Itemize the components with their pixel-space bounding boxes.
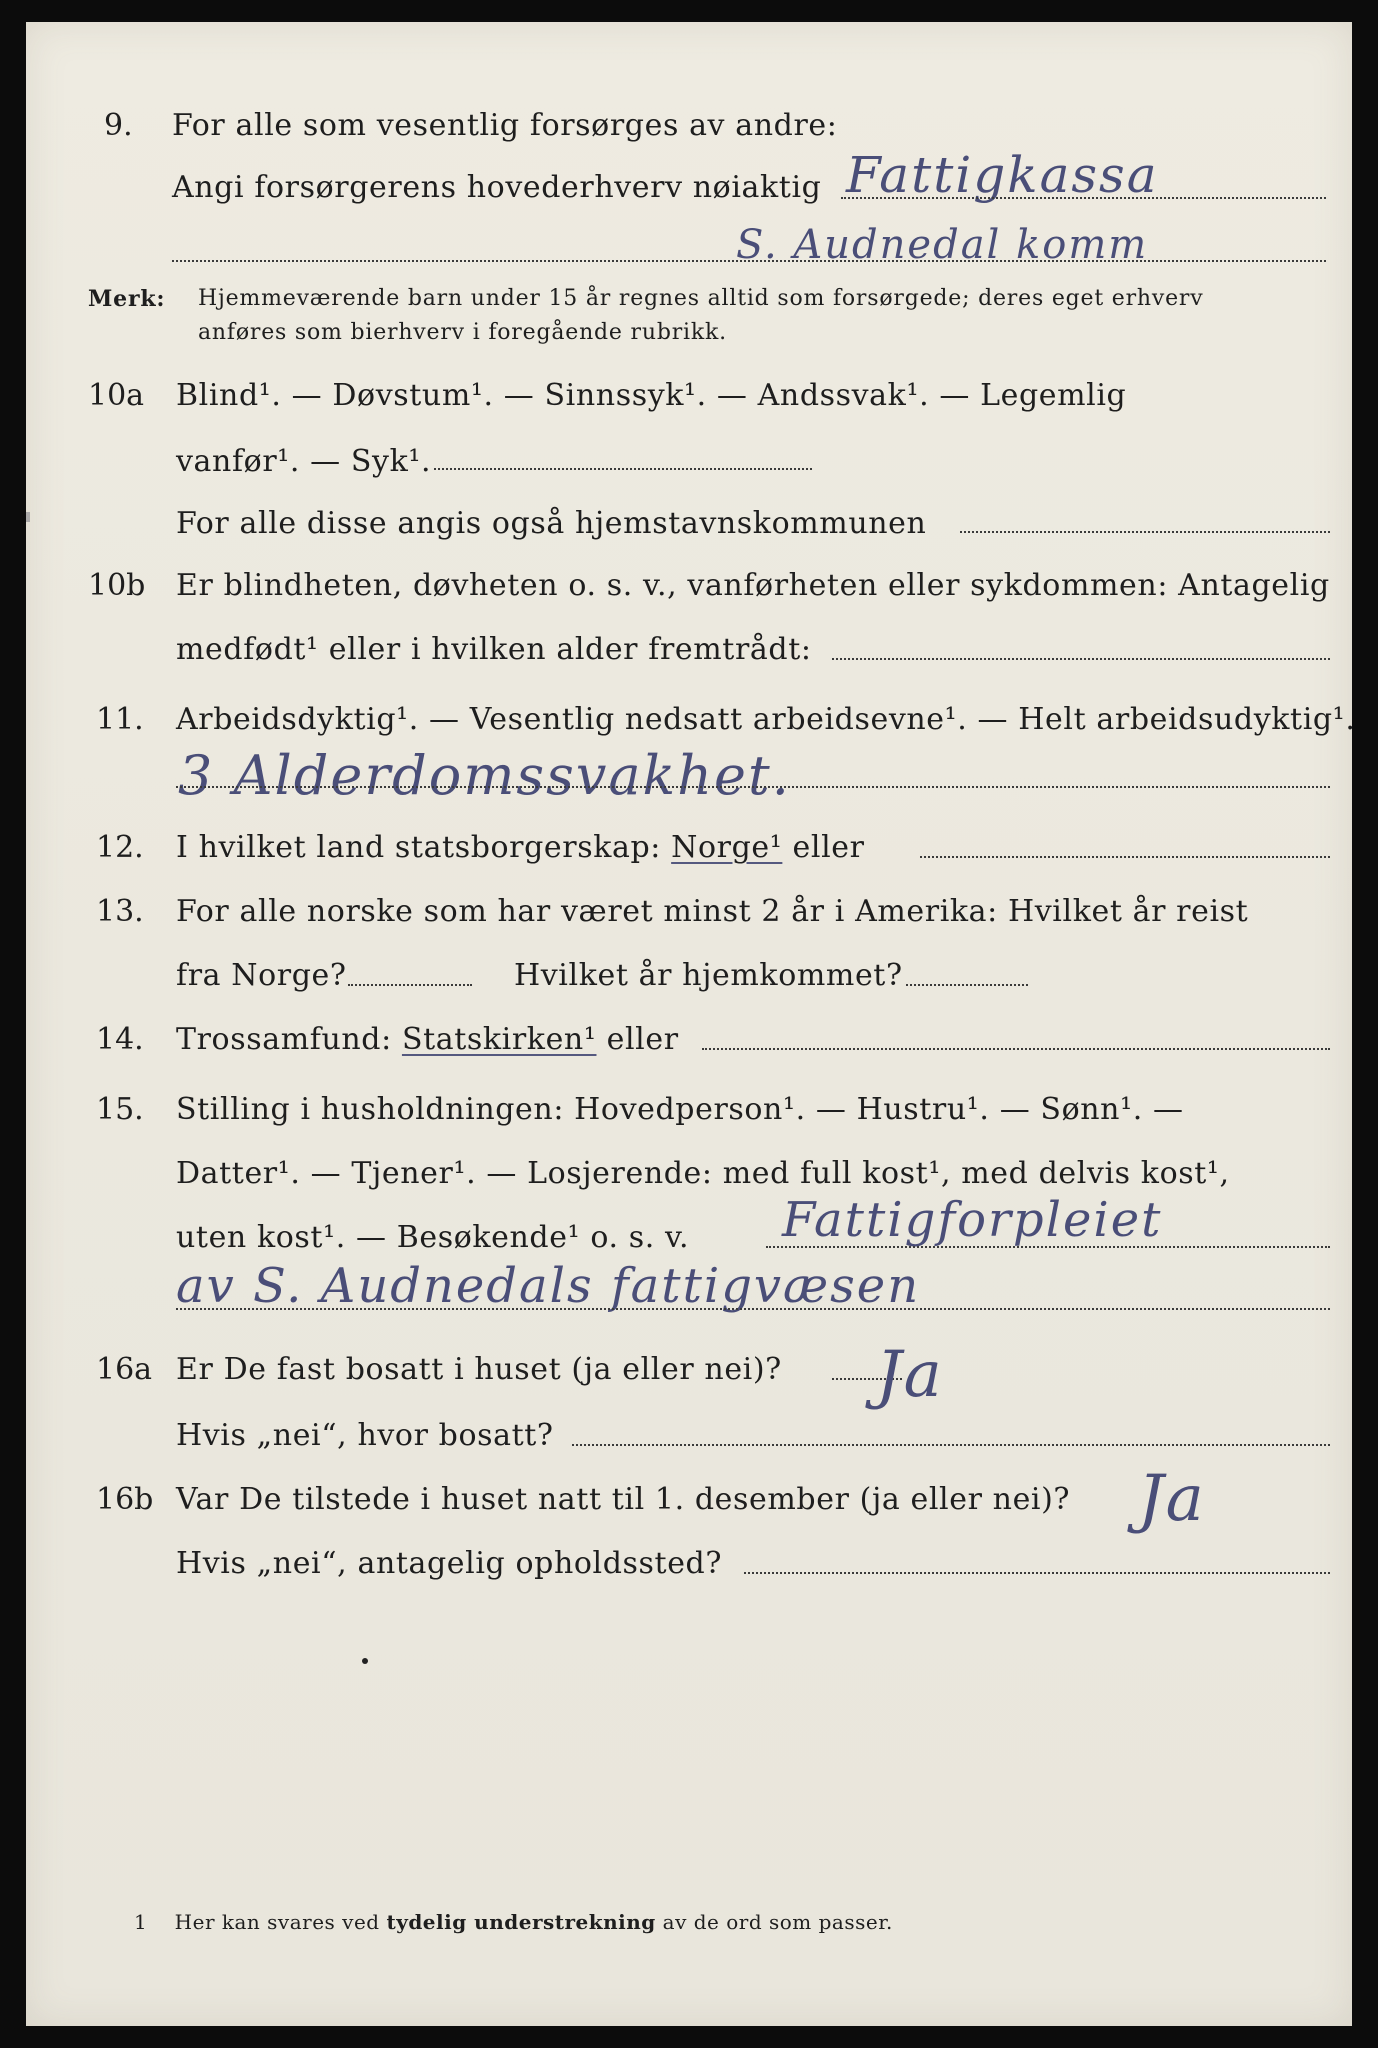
q15-answer-line1 [766,1246,1330,1248]
q12-question-text: I hvilket land statsborgerskap: [176,830,661,865]
q12-line [176,830,865,865]
q13-line2a: fra Norge? [176,958,347,993]
q15-line1: Stilling i husholdningen: Hovedperson¹. — Hustru¹. — Sønn¹. — [176,1092,1184,1127]
q15-line3: uten kost¹. — Besøkende¹ o. s. v. [176,1220,690,1255]
q10a-number: 10a [88,378,145,413]
q10a-line2: vanfør¹. — Syk¹. [176,444,432,479]
q10b-line2: medfødt¹ eller i hvilken alder fremtrådt: [176,632,812,667]
q10b-line1: Er blindheten, døvheten o. s. v., vanførheten eller sykdommen: Antagelig [176,568,1330,603]
merk-line2: anføres som bierhverv i foregående rubrikk. [198,320,727,345]
q15-number: 15. [96,1092,144,1127]
q10b-answer-line [832,658,1330,660]
q16a-handwritten-answer: Ja [876,1338,944,1412]
footnote-text-mid: av de ord som passer. [662,1910,893,1934]
census-form-page [26,22,1356,2026]
footnote [134,1910,893,1934]
q11-line1: Arbeidsdyktig¹. — Vesentlig nedsatt arbeidsevne¹. — Helt arbeidsudyktig¹. [176,702,1356,737]
q13-reist-answer-line [348,984,472,986]
q12-norge-underlined: Norge¹ [671,830,783,865]
q9-line2: Angi forsørgerens hovederhverv nøiaktig [172,170,822,205]
q16b-line1: Var De tilstede i huset natt til 1. desember (ja eller nei)? [176,1482,1071,1517]
q16a-bosatt-answer-line [572,1444,1330,1446]
q14-number: 14. [96,1022,144,1057]
q10a-line1: Blind¹. — Døvstum¹. — Sinnssyk¹. — Andssvak¹. — Legemlig [176,378,1127,413]
q9-handwritten-answer2: S. Audnedal komm [736,222,1149,268]
q12-answer-line [920,856,1330,858]
q10b-number: 10b [88,568,146,603]
q16b-number: 16b [96,1482,154,1517]
q16a-line2: Hvis „nei“, hvor bosatt? [176,1418,554,1453]
q14-eller: eller [606,1022,679,1057]
q14-statskirken-underlined: Statskirken¹ [401,1022,597,1057]
footnote-text-bold: tydelig understrekning [386,1910,656,1934]
q11-handwritten-answer: 3 Alderdomssvakhet. [178,744,791,807]
q10a-line3: For alle disse angis også hjemstavnskommunen [176,506,927,541]
q15-handwritten-answer1: Fattigforpleiet [782,1192,1163,1248]
q9-number: 9. [104,108,133,143]
q14-answer-line [702,1048,1330,1050]
paper-edge-mark [26,512,30,522]
q15-handwritten-answer2: av S. Audnedals fattigvæsen [176,1258,921,1314]
q16b-handwritten-answer: Ja [1138,1462,1206,1536]
q16b-line2: Hvis „nei“, antagelig opholdssted? [176,1546,723,1581]
q13-number: 13. [96,894,144,929]
q14-question-text: Trossamfund: [176,1022,392,1057]
q10a-syk-answer-line [434,468,812,470]
q11-number: 11. [96,702,144,737]
q12-number: 12. [96,830,144,865]
q13-hjemkommet-answer-line [906,984,1028,986]
q16a-line1: Er De fast bosatt i huset (ja eller nei)? [176,1352,782,1387]
q13-line2b: Hvilket år hjemkommet? [514,958,903,993]
q9-handwritten-answer1: Fattigkassa [846,146,1159,204]
q15-line2: Datter¹. — Tjener¹. — Losjerende: med full kost¹, med delvis kost¹, [176,1156,1230,1191]
q10a-hjemstavn-answer-line [960,531,1330,533]
merk-line1: Hjemmeværende barn under 15 år regnes alltid som forsørgede; deres eget erhverv [198,286,1204,311]
footnote-mark: 1 [134,1910,148,1934]
q9-answer-line1 [841,197,1326,199]
q16a-number: 16a [96,1352,153,1387]
paper-speck [362,1658,368,1664]
q9-answer-line2 [172,260,1326,262]
q14-line [176,1022,679,1057]
q16b-opholdssted-answer-line [744,1572,1330,1574]
q12-eller: eller [792,830,865,865]
q15-answer-line2 [176,1308,1330,1310]
q13-line1: For alle norske som har været minst 2 år i Amerika: Hvilket år reist [176,894,1249,929]
merk-label: Merk: [88,286,166,312]
q11-answer-line [176,786,1330,788]
q9-line1: For alle som vesentlig forsørges av andre: [172,108,838,143]
footnote-text-pre: Her kan svares ved [174,1910,380,1934]
